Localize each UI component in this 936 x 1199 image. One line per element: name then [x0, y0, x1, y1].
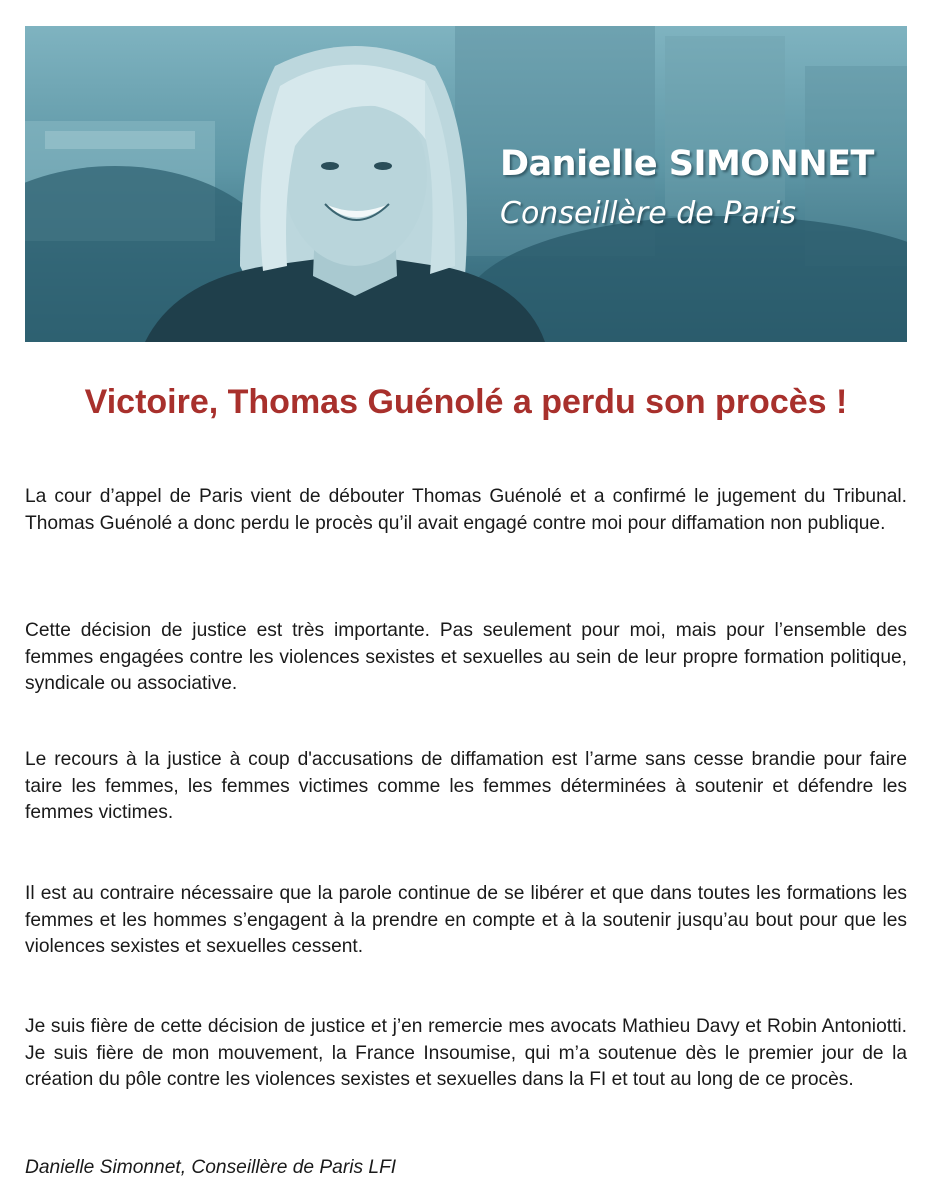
paragraph-4: Il est au contraire nécessaire que la parole continue de se libérer et que dans toutes les formations les femmes et les hommes s’engagent à la prendre en compte et à la soutenir jusqu’au bout pour que les violences sexistes et sexuelles cessent.: [25, 883, 907, 957]
paragraph-5: Je suis fière de cette décision de justice et j’en remercie mes avocats Mathieu Davy et Robin Antoniotti. Je suis fière de mon mouvement, la France Insoumise, qui m’a soutenue dès le premier jour de la création du pôle contre les violences sexistes et sexuelles dans la FI et tout au long de ce procès.: [25, 1016, 907, 1090]
signature: Danielle Simonnet, Conseillère de Paris LFI: [25, 1157, 397, 1178]
banner-role: Conseillère de Paris: [500, 196, 797, 231]
article-title: Victoire, Thomas Guénolé a perdu son procès !: [84, 383, 848, 421]
paragraph-3: Le recours à la justice à coup d'accusations de diffamation est l’arme sans cesse brandie pour faire taire les femmes, les femmes victimes comme les femmes déterminées à soutenir et défendre les femmes victimes.: [25, 749, 907, 823]
portrait-photo: [25, 26, 907, 342]
paragraph-1: La cour d’appel de Paris vient de débouter Thomas Guénolé et a confirmé le jugement du Tribunal. Thomas Guénolé a donc perdu le procès qu’il avait engagé contre moi pour diffamation non publique.: [25, 486, 907, 534]
header-banner: [25, 26, 907, 342]
banner-name: Danielle SIMONNET: [500, 144, 874, 184]
paragraph-2: Cette décision de justice est très importante. Pas seulement pour moi, mais pour l’ensemble des femmes engagées contre les violences sexistes et sexuelles au sein de leur propre formation politique, syndicale ou associative.: [25, 620, 907, 694]
